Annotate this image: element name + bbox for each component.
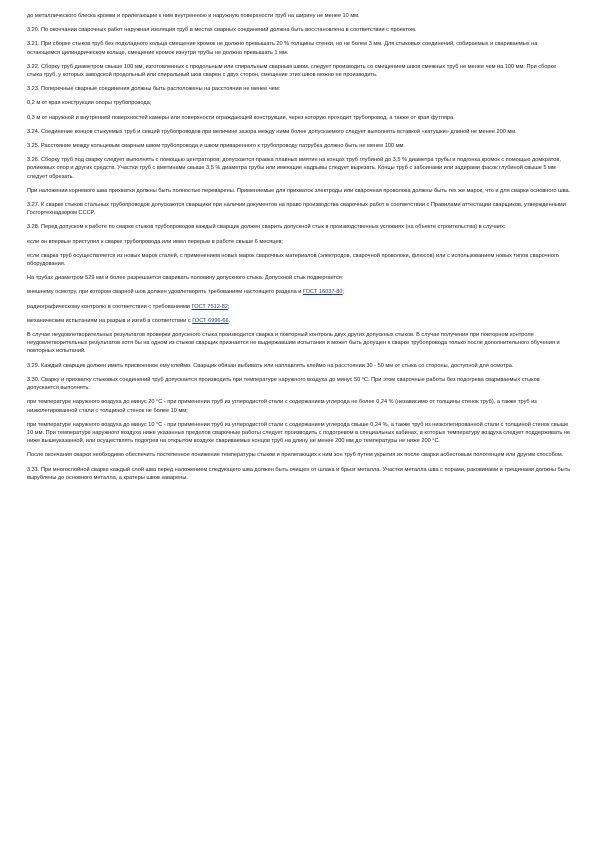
paragraph-3-28-note: На трубах диаметром 529 мм и более разрешается сваривать половину допускного стыка. Допускной стык подвергается:	[27, 275, 344, 282]
paragraph-3-29: 3.29. Каждый сварщик должен иметь присвоенное ему клеймо. Сварщик обязан выбивать или наплавлять клеймо на расстоянии 30 - 50 мм от стыка со стороны, доступной для осмотра.	[27, 362, 514, 369]
gost-7512-82-link[interactable]: ГОСТ 7512-82	[191, 303, 228, 310]
paragraph-3-31: 3.31. При многослойной сварке каждый слой шва перед наложением следующего шва должен быть очищен от шлака и брызг металла. Участки металла шва с порами, раковинами и трещинами должны быть вырублены до основного металла, а кратеры швов заварены.	[27, 466, 571, 481]
paragraph-3-23-item-2: 0,3 м от наружной и внутренней поверхностей камеры или поверхности ограждающей конструкции, через которую проходит трубопровод, а также от края футляра.	[27, 114, 455, 121]
paragraph-3-28: 3.28. Перед допуском к работе по сварке стыков трубопроводов каждый сварщик должен сварить допускной стык в производственных условиях (на объекте строительства) в случаях:	[27, 224, 506, 231]
paragraph-3-28-item-2: если сварка труб осуществляется из новых марок сталей, с применением новых марок сварочных материалов (электродов, сварочной проволоки, флюсов) или с использованием новых типов сварочного оборудования.	[27, 252, 559, 268]
paragraph-3-27: 3.27. К сварке стыков стальных трубопроводов допускаются сварщики при наличии документов на право производства сварочных работ в соответствии с Правилами аттестации сварщиков, утвержденными Госгортехнадзором СССР.	[27, 202, 566, 217]
paragraph-text: ;	[227, 303, 230, 310]
paragraph-3-26: 3.26. Сборку труб под сварку следует выполнять с помощью центраторов; допускается правка плавных вмятин на концах труб глубиной до 3,5 % диаметра трубы и подгонка кромок с помощью домкратов, роликовых опор и других средств. Участки труб с вмятинами свыше 3,5 % диаметра трубы или имеющие надрывы следует вырезать. Концы труб с забоинами или задирами фасок глубиной свыше 5 мм следует обрезать.	[27, 157, 561, 180]
paragraph-text: радиографическому контролю в соответствии с требованиями	[27, 303, 192, 310]
paragraph-3-26-note: При наложении корневого шва прихватки должны быть полностью переварены. Применяемые для прихваток электроды или сварочная проволока должны быть тех же марок, что и для сварки основного шва.	[27, 187, 571, 194]
gost-6996-66-link[interactable]: ГОСТ 6996-66	[192, 317, 229, 324]
gost-16037-80-link[interactable]: ГОСТ 16037-80	[302, 289, 343, 296]
paragraph-3-23-item-1: 0,2 м от края конструкции опоры трубопровода;	[27, 100, 152, 107]
paragraph-3-20: 3.20. По окончании сварочных работ наружная изоляция труб в местах сварных соединений должна быть восстановлена в соответствии с проектом.	[27, 27, 417, 34]
paragraph-0: до металлического блеска кромки и прилегающие к ним внутреннюю и наружную поверхности труб на ширину не менее 10 мм.	[27, 13, 360, 19]
paragraph-3-30: 3.30. Сварку и прихватку стыковых соединений труб допускается производить при температуре наружного воздуха до минус 50 °С. При этом сварочные работы без подогрева свариваемых стыков допускается выполнять:	[27, 376, 540, 392]
paragraph-text: .	[228, 317, 231, 324]
paragraph-3-30-item-2: при температуре наружного воздуха до минус 10 °С - при применении труб из углеродистой стали с содержанием углерода свыше 0,24 %, а также труб из низколегированной стали с толщиной стенок свыше 10 мм. При температуре наружного воздуха ниже указанных пределов сварочные работы следует производить с подогревом в специальных кабинах, в которых температуру воздуха следует поддерживать не ниже вышеуказанной, или осуществлять подогрев на открытом воздухе свариваемых концов труб на длину не менее 200 мм до температуры не ниже 200 °С.	[27, 421, 571, 445]
paragraph-3-28-item-1: если он впервые приступил к сварке трубопровода или имел перерыв в работе свыше 6 месяцев;	[27, 238, 283, 245]
paragraph-3-24: 3.24. Соединение концов стыкуемых труб и секций трубопроводов при величине зазора между ними более допускаемого следует выполнять вставкой «катушки» длиной не менее 200 мм.	[27, 128, 517, 135]
paragraph-3-23: 3.23. Поперечные сварные соединения должны быть расположены на расстоянии не менее чем:	[27, 86, 281, 93]
paragraph-retest: В случае неудовлетворительных результатов проверки допускного стыка производится сварка и повторный контроль двух других допускных стыков. В случае получения при повторном контроле неудовлетворительных результатов хотя бы на одном из стыков сварщик признается не выдержавшим испытания и может быть допущен к сварке трубопровода только после дополнительного обучения и повторных испытаний.	[27, 332, 560, 355]
paragraph-3-25: 3.25. Расстояние между кольцевым сварным швом трубопровода и швом приваренного к трубопроводу патрубка должно быть не менее 100 мм.	[27, 143, 405, 150]
paragraph-text: внешнему осмотру, при котором сварной шов должен удовлетворять требованиям настоящего раздела и	[27, 289, 303, 296]
paragraph-text: ;	[342, 289, 345, 296]
paragraph-3-21: 3.21. При сборке стыков труб без подкладного кольца смещение кромок не должно превышать 20 % толщины стенки, но не более 3 мм. Для стыковых соединений, собираемых и свариваемых на остающемся цилиндрическом кольце, смещение кромок изнутри трубы не должно превышать 1 мм.	[27, 41, 538, 56]
document-page	[27, 12, 571, 488]
paragraph-3-30-cooling: После окончания сварки необходимо обеспечить постепенное понижение температуры стыков и прилегающих к ним зон труб путем укрытия их после сварки асбестовым полотенцем или другим способом.	[27, 452, 564, 459]
paragraph-visual-inspection	[27, 288, 571, 296]
paragraph-mechanical-tests	[27, 317, 571, 325]
paragraph-3-22: 3.22. Сборку труб диаметром свыше 100 мм, изготовленных с продольным или спиральным сварным швом, следует производить со смещением швов смежных труб не менее чем на 100 мм. При сборке стыка труб, у которых заводской продольный или спиральный шов сварен с двух сторон, смещение этих швов можно не производить.	[27, 63, 557, 79]
paragraph-3-30-item-1: при температуре наружного воздуха до минус 20 °С - при применении труб из углеродистой стали с содержанием углерода не более 0,24 % (независимо от толщины стенок труб), а также труб из низколегированной стали с толщиной стенок не более 10 мм;	[27, 399, 537, 414]
paragraph-radiographic-control	[27, 303, 571, 311]
paragraph-text: механическим испытаниям на разрыв и изгиб в соответствии с	[27, 317, 193, 324]
